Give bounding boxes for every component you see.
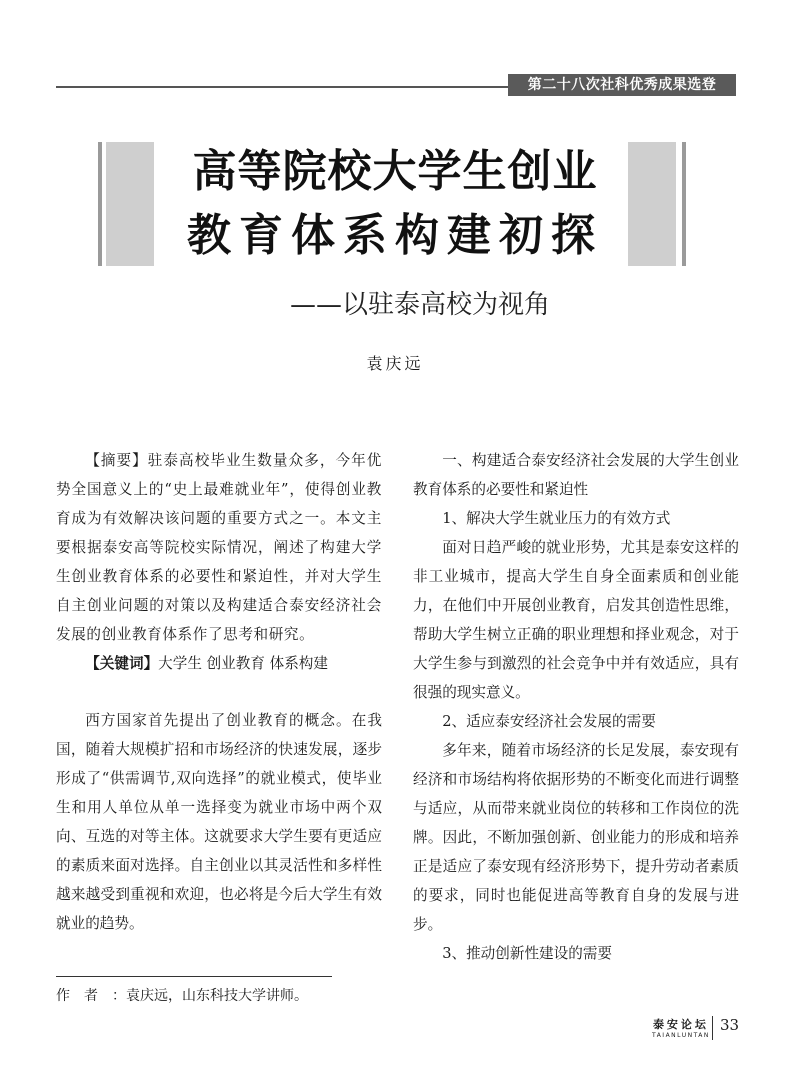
subsection2-text: 多年来，随着市场经济的长足发展，泰安现有经济和市场结构将依据形势的不断变化而进行调整与适应，从而带来就业岗位的转移和工作岗位的洗牌。因此，不断加强创新、创业能力的形成和培养正是适应了泰安现有经济形势下，提升劳动者素质的要求，同时也能促进高等教育自身的发展与进步。 — [413, 742, 739, 933]
subsection1-heading: 1、解决大学生就业压力的有效方式 — [442, 510, 671, 527]
footnote-label: 作者 — [56, 988, 112, 1004]
subsection2-heading: 2、适应泰安经济社会发展的需要 — [442, 713, 656, 730]
title-bar-left — [106, 142, 154, 266]
footnote-rule — [56, 976, 332, 977]
intro-paragraph: 西方国家首先提出了创业教育的概念。在我国，随着大规模扩招和市场经济的快速发展，逐步形成了“供需调节,双向选择”的就业模式，使毕业生和用人单位从单一选择变为就业市场中两个双向、互选的对等主体。这就要求大学生要有更适应的素质来面对选择。自主创业以其灵活性和多样性越来越受到重视和欢迎，也必将是今后大学生有效就业的趋势。 — [56, 712, 382, 932]
journal-name-en: TAIANLUNTAN — [652, 1032, 710, 1039]
article-title-line2: 教育体系构建初探 — [187, 210, 603, 261]
subsection3-heading: 3、推动创新性建设的需要 — [442, 945, 613, 962]
keywords-line — [56, 649, 382, 678]
author-footnote — [56, 985, 308, 1005]
page-number-separator — [712, 1016, 713, 1040]
section1-heading: 一、构建适合泰安经济社会发展的大学生创业教育体系的必要性和紧迫性 — [413, 452, 739, 498]
journal-name-cn: 泰安论坛 — [652, 1018, 709, 1031]
paragraph-gap — [56, 678, 382, 706]
title-bar-right-thin — [682, 142, 686, 266]
article-title-line1: 高等院校大学生创业 — [192, 146, 598, 197]
keywords-label: 【关键词】 — [85, 655, 159, 672]
article-subtitle: ——以驻泰高校为视角 — [289, 290, 550, 320]
title-bar-left-thin — [98, 142, 102, 266]
keywords-value: 大学生 创业教育 体系构建 — [158, 655, 328, 672]
journal-name — [652, 1016, 710, 1039]
page-number: 33 — [720, 1016, 740, 1034]
left-column — [56, 446, 382, 938]
article-author: 袁庆远 — [366, 354, 424, 373]
subsection1-text: 面对日趋严峻的就业形势，尤其是泰安这样的非工业城市，提高大学生自身全面素质和创业能力，在他们中开展创业教育，启发其创造性思维，帮助大学生树立正确的职业理想和择业观念，对于大学生参与到激烈的社会竞争中并有效适应，具有很强的现实意义。 — [413, 539, 739, 701]
footnote-text: ：袁庆远，山东科技大学讲师。 — [112, 988, 308, 1004]
header-rule — [56, 86, 508, 88]
abstract-text: 【摘要】驻泰高校毕业生数量众多，今年优势全国意义上的“史上最难就业年”，使得创业教育成为有效解决该问题的重要方式之一。本文主要根据泰安高等院校实际情况，阐述了构建大学生创业教育体系的必要性和紧迫性，并对大学生自主创业问题的对策以及构建适合泰安经济社会发展的创业教育体系作了思考和研究。 — [56, 452, 382, 643]
right-column — [413, 446, 739, 968]
series-tag: 第二十八次社科优秀成果选登 — [508, 74, 736, 96]
